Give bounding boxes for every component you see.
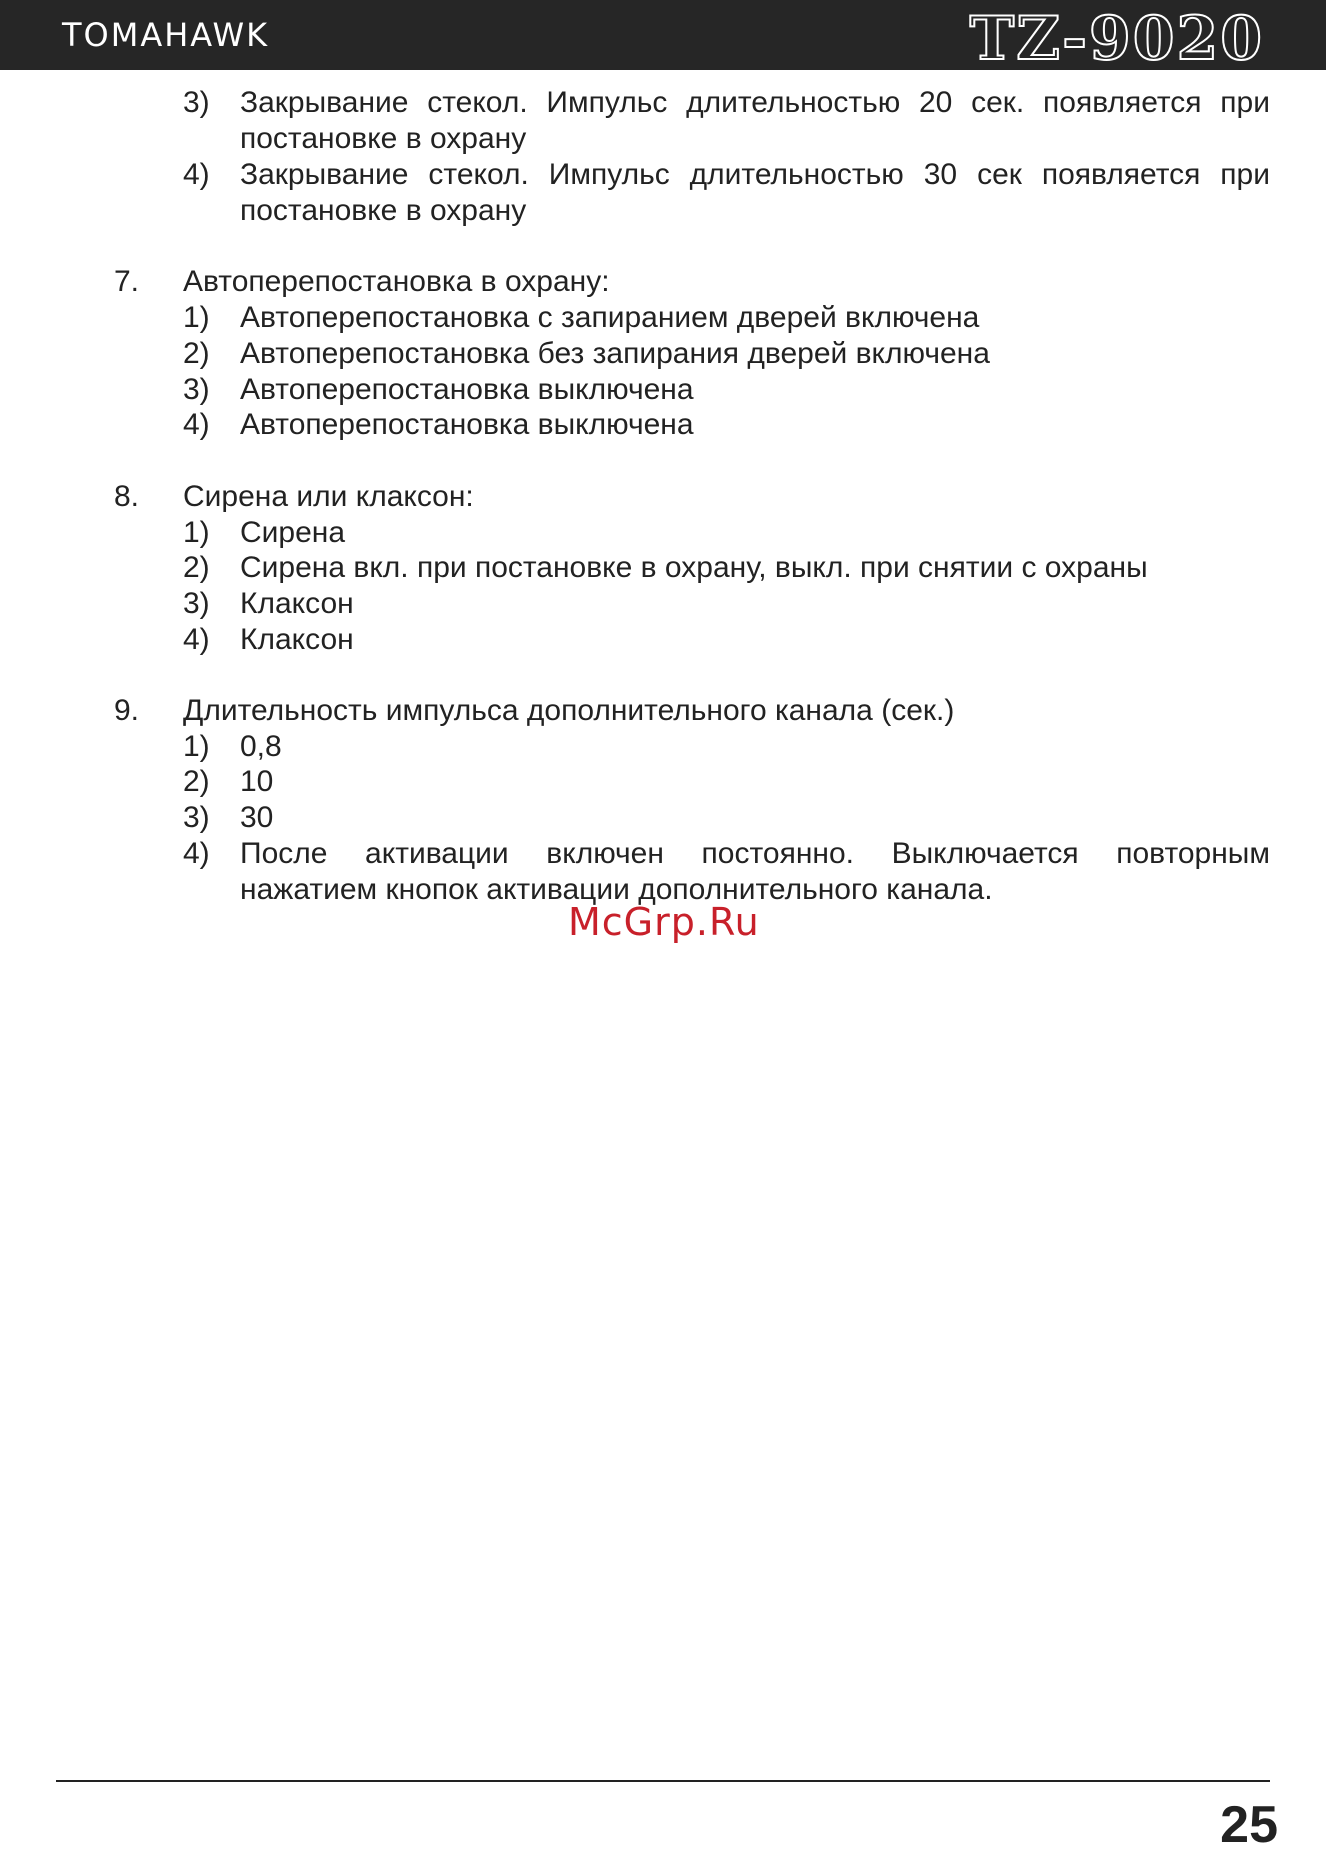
item-text: Автоперепостановка без запирания дверей включена xyxy=(240,337,990,370)
item-number: 1) xyxy=(183,516,210,549)
item-text-line: нажатием кнопок активации дополнительного канала. xyxy=(240,873,993,906)
item-text: Сирена xyxy=(240,516,346,549)
item-number: 4) xyxy=(183,837,210,870)
item-number: 2) xyxy=(183,337,210,370)
item-text: Сирена вкл. при постановке в охрану, выкл. при снятии с охраны xyxy=(240,551,1148,584)
item-text: 30 xyxy=(240,801,274,834)
item-text: 10 xyxy=(240,765,274,798)
section-title: Длительность импульса дополнительного канала (сек.) xyxy=(183,694,955,727)
item-text: Клаксон xyxy=(240,623,354,656)
section-title: Сирена или клаксон: xyxy=(183,480,474,513)
item-number: 3) xyxy=(183,587,210,620)
item-number: 1) xyxy=(183,730,210,763)
section-number: 9. xyxy=(114,694,140,727)
model-logo: TZ-9020 xyxy=(969,4,1264,74)
item-number: 4) xyxy=(183,408,210,441)
section-title: Автоперепостановка в охрану: xyxy=(183,265,610,298)
item-number: 3) xyxy=(183,373,210,406)
item-text-line: постановке в охрану xyxy=(240,194,527,227)
item-number: 2) xyxy=(183,765,210,798)
item-number: 4) xyxy=(183,623,210,656)
item-text: 0,8 xyxy=(240,730,282,763)
item-text-line: постановке в охрану xyxy=(240,122,527,155)
page-header xyxy=(0,0,1326,74)
item-number: 2) xyxy=(183,551,210,584)
item-text: Клаксон xyxy=(240,587,354,620)
brand-logo: TOMAHAWK xyxy=(62,16,270,54)
item-text-line: После активации включен постоянно. Выключается повторным xyxy=(240,837,1270,870)
item-text-line: Закрывание стекол. Импульс длительностью 20 сек. появляется при xyxy=(240,86,1270,119)
item-text-line: Закрывание стекол. Импульс длительностью 30 сек появляется при xyxy=(240,158,1270,191)
item-number: 4) xyxy=(183,158,210,191)
item-text: Автоперепостановка выключена xyxy=(240,373,694,406)
section-number: 8. xyxy=(114,480,140,513)
section-number: 7. xyxy=(114,265,140,298)
item-text: Автоперепостановка выключена xyxy=(240,408,694,441)
item-number: 3) xyxy=(183,801,210,834)
item-number: 3) xyxy=(183,86,210,119)
item-number: 1) xyxy=(183,301,210,334)
item-text: Автоперепостановка с запиранием дверей включена xyxy=(240,301,980,334)
page-number: 25 xyxy=(1220,1796,1278,1854)
watermark: McGrp.Ru xyxy=(568,900,760,944)
footer-divider xyxy=(56,1780,1270,1782)
